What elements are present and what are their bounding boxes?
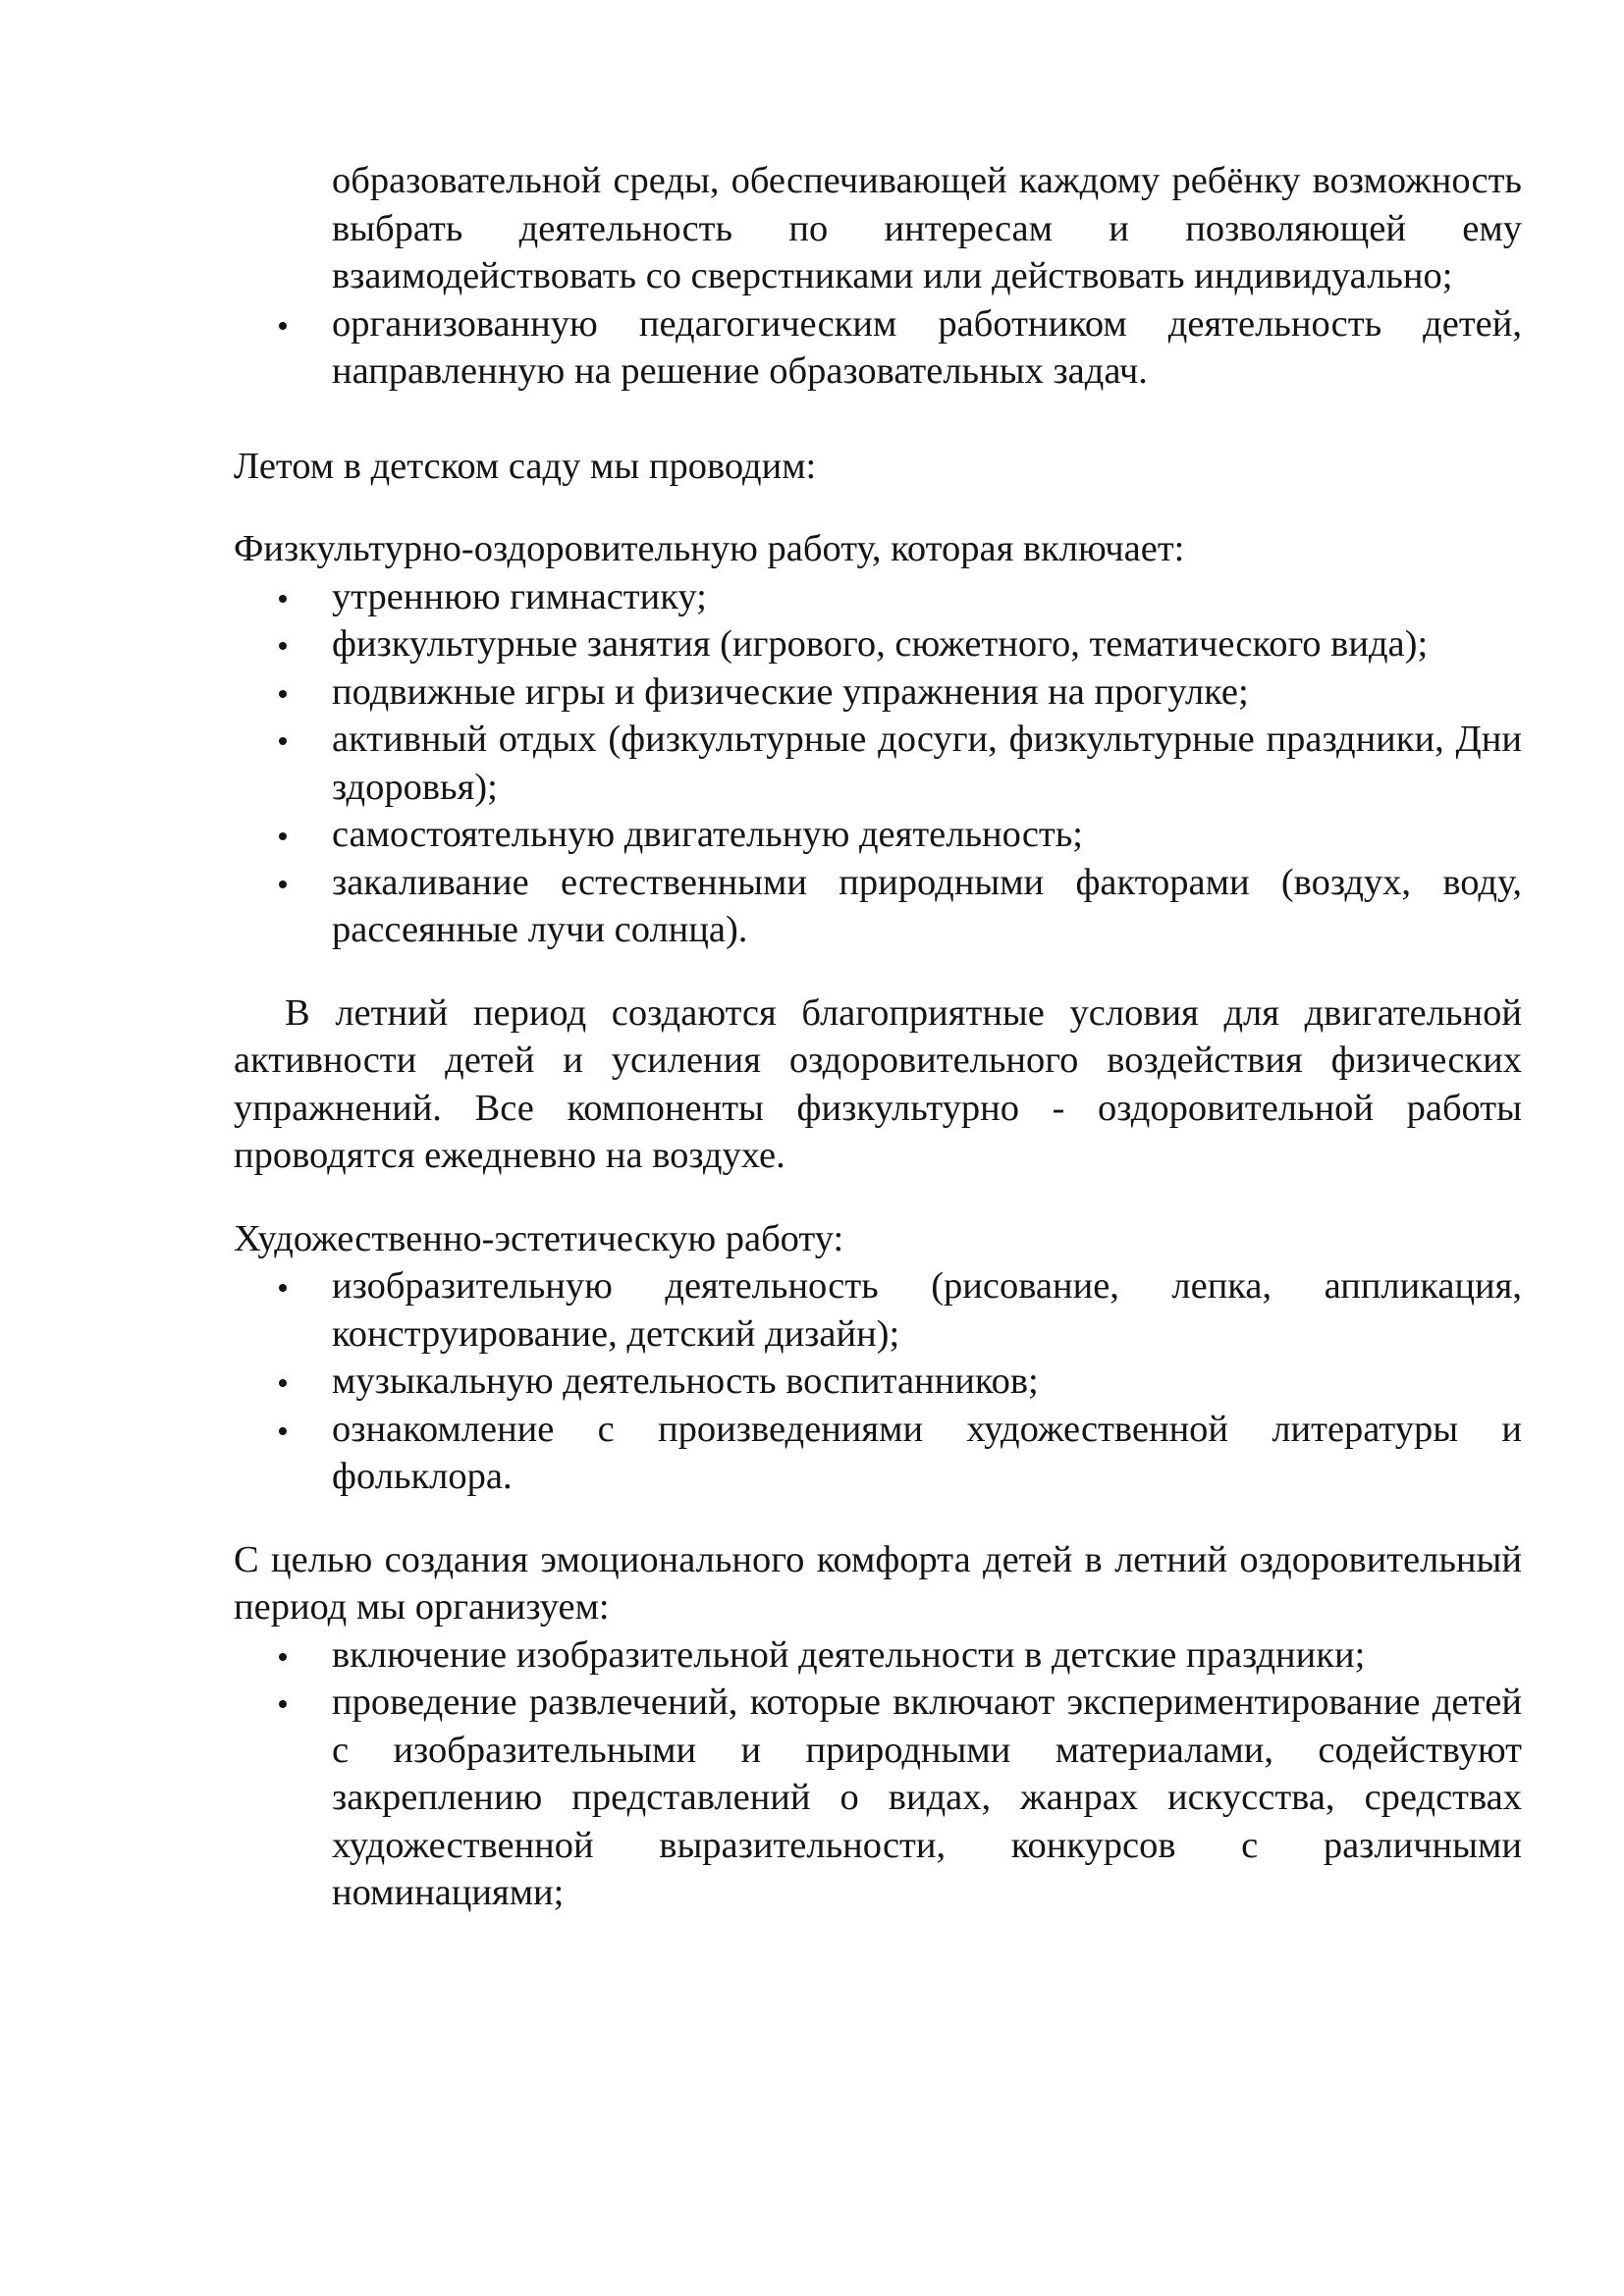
document-page [234,157,1522,1917]
list-item: самостоятельную двигательную деятельность; [332,811,1522,859]
physical-paragraph: В летний период создаются благоприятные условия для двигательной активности детей и усиления оздоровительного воздействия физических упражнений. Все компоненты физкультурно - оздоровительной работы проводятся ежедневно на воздухе. [234,991,1522,1176]
list-item: ознакомление с произведениями художественной литературы и фольклора. [332,1406,1522,1501]
intro-continuation: образовательной среды, обеспечивающей каждому ребёнку возможность выбрать деятельность по интересам и позволяющей ему взаимодействовать со сверстниками или действовать индивидуально; [332,160,1522,296]
list-item: организованную педагогическим работником деятельность детей, направленную на решение образовательных задач. [332,300,1522,396]
list-item: музыкальную деятельность воспитанников; [332,1358,1522,1406]
art-list [234,1262,1522,1501]
list-item: проведение развлечений, которые включают экспериментирование детей с изобразительными и природными материалами, содействуют закреплению представлений о видах, жанрах искусства, средствах художественной выразительности, конкурсов с различными номинациями; [332,1679,1522,1917]
comfort-list [234,1631,1522,1917]
list-item: включение изобразительной деятельности в детские праздники; [332,1631,1522,1680]
art-heading: Художественно-эстетическую работу: [234,1217,844,1259]
comfort-paragraph: С целью создания эмоционального комфорта детей в летний оздоровительный период мы организуем: [234,1538,1522,1628]
list-item: закаливание естественными природными факторами (воздух, воду, рассеянные лучи солнца). [332,859,1522,954]
summer-heading: Летом в детском саду мы проводим: [234,445,817,487]
physical-heading: Физкультурно-оздоровительную работу, которая включает: [234,528,1185,569]
physical-list [234,573,1522,954]
list-item: физкультурные занятия (игрового, сюжетного, тематического вида); [332,620,1522,668]
list-item: активный отдых (физкультурные досуги, физкультурные праздники, Дни здоровья); [332,716,1522,811]
intro-list [234,300,1522,396]
list-item: подвижные игры и физические упражнения на прогулке; [332,668,1522,717]
list-item: изобразительную деятельность (рисование, лепка, аппликация, конструирование, детский дизайн); [332,1262,1522,1358]
list-item: утреннюю гимнастику; [332,573,1522,621]
